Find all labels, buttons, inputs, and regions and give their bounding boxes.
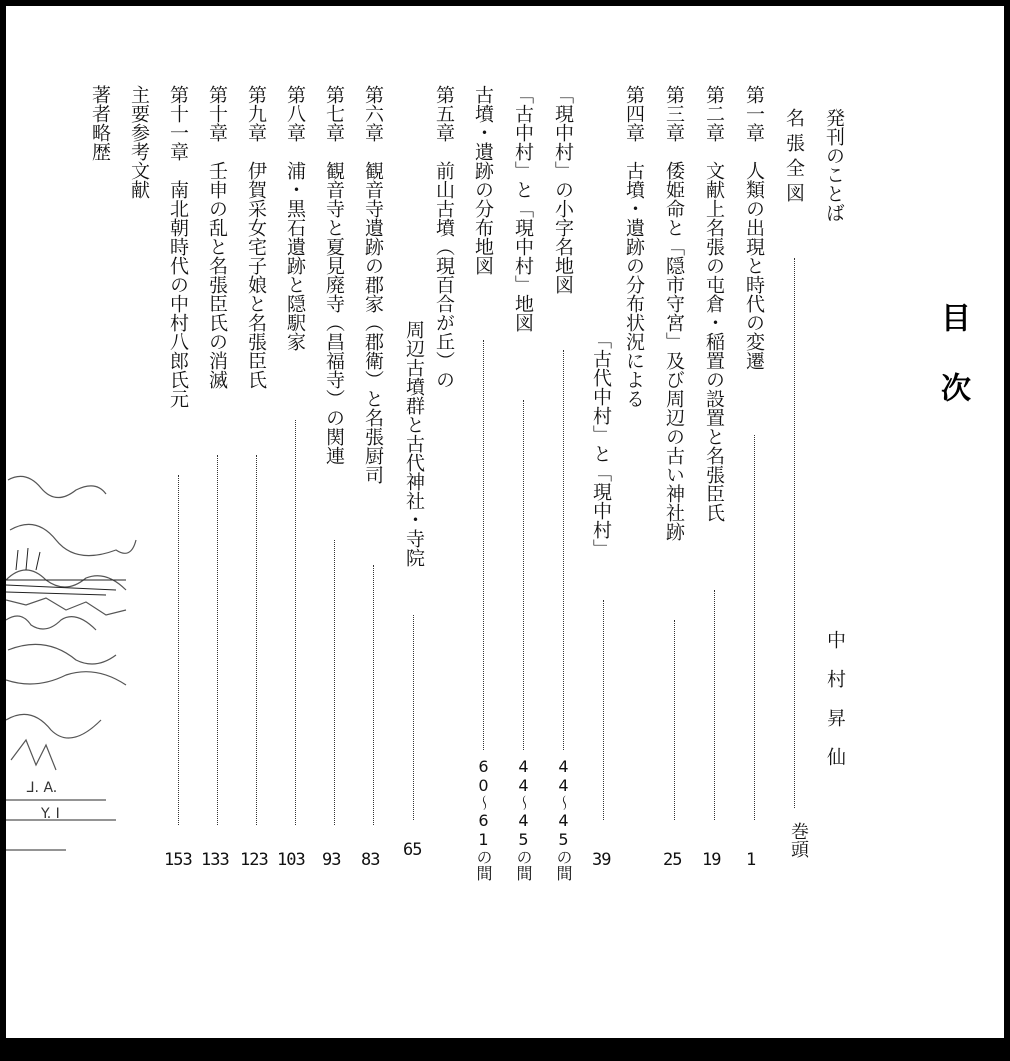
leader-dots	[334, 540, 335, 825]
toc-entry-label: 第三章 倭姫命と「隠市守宮」及び周辺の古い神社跡	[663, 85, 685, 541]
leader-dots	[714, 590, 715, 820]
toc-entry-page: 153	[164, 850, 192, 870]
leader-dots	[794, 258, 795, 808]
toc-entry-label: 「現中村」の小字名地図	[552, 85, 574, 294]
toc-entry-label: 発刊のことば	[823, 108, 845, 222]
toc-entry-label: 「古中村」と「現中村」地図	[512, 85, 534, 332]
toc-entry-page: 25	[663, 850, 682, 870]
toc-entry-page: 65	[403, 840, 422, 860]
leader-dots	[483, 340, 484, 750]
toc-entry-label: 第一章 人類の出現と時代の変遷	[743, 85, 765, 370]
toc-entry-label: 古墳・遺跡の分布地図	[472, 85, 494, 275]
toc-entry-page: 19	[702, 850, 721, 870]
toc-entry-label: 第十一章 南北朝時代の中村八郎氏元	[167, 85, 189, 408]
leader-dots	[178, 475, 179, 825]
toc-entry-label: 主要参考文献	[128, 85, 150, 199]
toc-entry-label: 第二章 文献上名張の屯倉・稲置の設置と名張臣氏	[703, 85, 725, 522]
toc-entry-page: 44〜45の間	[554, 757, 573, 881]
scan-border	[0, 1038, 400, 1061]
author-name: 中村昇仙	[824, 630, 846, 786]
toc-entry-page: 93	[322, 850, 341, 870]
toc-entry-label: 名張全図	[783, 108, 805, 208]
toc-entry-label: 第五章 前山古墳（現百合が丘）の	[433, 85, 455, 389]
page-title: 目次	[935, 302, 970, 442]
toc-entry-page: 133	[201, 850, 229, 870]
leader-dots	[754, 435, 755, 820]
toc-entry-page: 巻頭	[788, 822, 809, 858]
leader-dots	[256, 455, 257, 825]
toc-entry-label: 第十章 壬申の乱と名張臣氏の消滅	[206, 85, 228, 389]
leader-dots	[674, 620, 675, 820]
leader-dots	[373, 565, 374, 825]
toc-entry-page: 123	[240, 850, 268, 870]
toc-entry-page: 60〜61の間	[474, 757, 493, 881]
leader-dots	[523, 400, 524, 750]
leader-dots	[295, 420, 296, 825]
toc-entry-label: 第六章 観音寺遺跡の郡家（郡衛）と名張厨司	[362, 85, 384, 484]
toc-entry-label: 著者略歴	[89, 85, 111, 161]
toc-entry-page: 83	[361, 850, 380, 870]
svg-text:ᒧ. A.: ᒧ. A.	[26, 780, 58, 796]
toc-entry-label: 第四章 古墳・遺跡の分布状況による	[623, 85, 645, 408]
pencil-sketch	[6, 420, 166, 860]
leader-dots	[413, 615, 414, 820]
toc-entry-label: 第七章 観音寺と夏見廃寺（昌福寺）の関連	[323, 85, 345, 465]
scan-border	[400, 1046, 1010, 1061]
toc-entry-page: 103	[277, 850, 305, 870]
toc-entry-label: 周辺古墳群と古代神社・寺院	[403, 320, 425, 567]
toc-entry-page: 39	[592, 850, 611, 870]
leader-dots	[563, 350, 564, 750]
toc-entry-page: 1	[746, 850, 756, 870]
toc-entry-label: 「古代中村」と「現中村」	[590, 330, 612, 558]
leader-dots	[217, 455, 218, 825]
svg-text:Y. I: Y. I	[41, 806, 60, 822]
toc-entry-label: 第八章 浦・黒石遺跡と隠駅家	[284, 85, 306, 351]
leader-dots	[603, 600, 604, 820]
toc-entry-label: 第九章 伊賀采女宅子娘と名張臣氏	[245, 85, 267, 389]
toc-entry-page: 44〜45の間	[514, 757, 533, 881]
